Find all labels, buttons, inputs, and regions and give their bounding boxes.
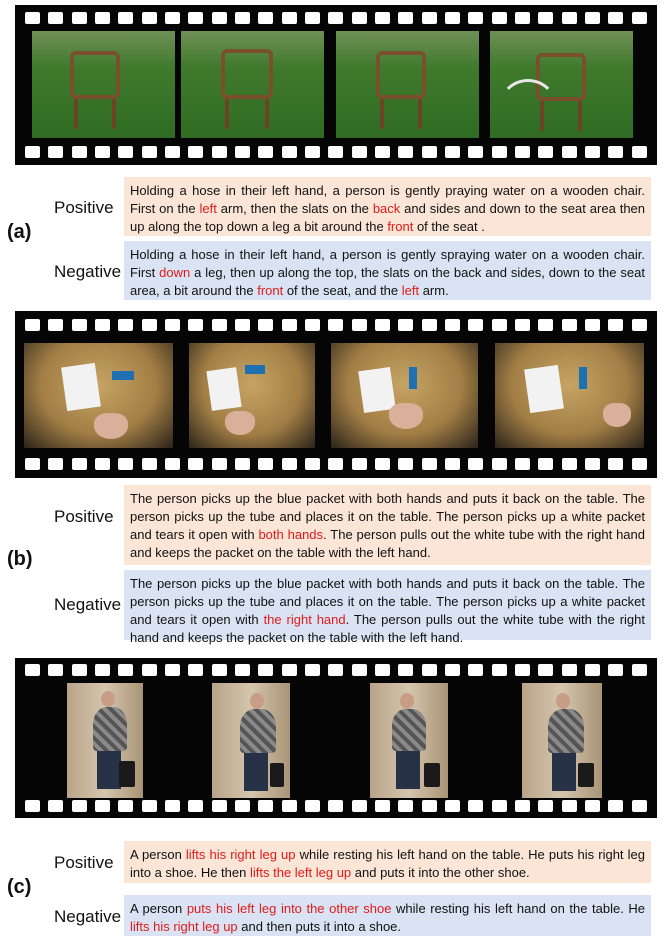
sprocket-hole — [142, 146, 157, 158]
caption-text: of the seat . — [413, 219, 485, 234]
sprocket-hole — [632, 12, 647, 24]
sprocket-hole — [282, 12, 297, 24]
sprocket-hole — [398, 319, 413, 331]
sprocket-hole — [538, 458, 553, 470]
sprocket-hole — [282, 664, 297, 676]
sprocket-hole — [562, 458, 577, 470]
sprocket-hole — [492, 319, 507, 331]
sprocket-hole — [328, 12, 343, 24]
sprocket-hole — [258, 319, 273, 331]
sprocket-hole — [538, 664, 553, 676]
highlighted-phrase: down — [159, 265, 191, 280]
sprocket-hole — [212, 800, 227, 812]
sprocket-hole — [118, 664, 133, 676]
sprocket-hole — [328, 800, 343, 812]
video-frame-c3 — [370, 683, 448, 798]
sprocket-hole — [515, 664, 530, 676]
sprocket-hole — [165, 458, 180, 470]
sprocket-hole — [188, 319, 203, 331]
sprocket-hole — [328, 319, 343, 331]
sprocket-hole — [142, 319, 157, 331]
video-frame-a3 — [336, 31, 479, 138]
sprocket-hole — [328, 664, 343, 676]
sprocket-hole — [142, 664, 157, 676]
sprocket-hole — [632, 800, 647, 812]
sprocket-hole — [422, 664, 437, 676]
sprocket-hole — [585, 12, 600, 24]
sprocket-hole — [165, 12, 180, 24]
sprocket-hole — [398, 664, 413, 676]
sprocket-hole — [95, 800, 110, 812]
sprocket-hole — [165, 146, 180, 158]
sprocket-hole — [515, 319, 530, 331]
sprocket-hole — [632, 664, 647, 676]
sprocket-hole — [608, 319, 623, 331]
sprocket-hole — [375, 12, 390, 24]
sprocket-hole — [48, 664, 63, 676]
sprocket-hole — [212, 664, 227, 676]
video-frame-b1 — [24, 343, 173, 448]
positive-caption-c — [124, 841, 651, 883]
sprocket-hole — [492, 458, 507, 470]
sprocket-hole — [95, 458, 110, 470]
sprocket-hole — [258, 146, 273, 158]
sprocket-hole — [422, 146, 437, 158]
sprocket-hole — [165, 800, 180, 812]
caption-text: Holding a hose in their left hand, a person is gently spraying water on a wooden chair. First — [130, 247, 645, 280]
sprocket-hole — [538, 319, 553, 331]
sprocket-hole — [212, 458, 227, 470]
sprocket-hole — [328, 458, 343, 470]
sprocket-hole — [608, 146, 623, 158]
sprocket-hole — [118, 319, 133, 331]
video-frame-a4 — [490, 31, 633, 138]
sprocket-hole — [515, 12, 530, 24]
sprocket-hole — [118, 458, 133, 470]
sprocket-hole — [25, 664, 40, 676]
sprocket-hole — [25, 12, 40, 24]
sprocket-hole — [188, 12, 203, 24]
sprocket-hole — [188, 664, 203, 676]
sprocket-hole — [515, 146, 530, 158]
sprocket-hole — [282, 146, 297, 158]
sprocket-hole — [468, 319, 483, 331]
sprocket-hole — [48, 458, 63, 470]
sprocket-hole — [515, 800, 530, 812]
highlighted-phrase: left — [401, 283, 420, 298]
highlighted-phrase: lifts his right leg up — [185, 847, 296, 862]
negative-label-c: Negative — [54, 907, 122, 926]
sprocket-hole — [632, 458, 647, 470]
caption-text: The person picks up the blue packet with both hands and puts it back on the table. The person picks up the tube and places it on the table. The person picks up a white packet and tears it open with — [130, 576, 645, 627]
negative-label-b: Negative — [54, 595, 122, 614]
highlighted-phrase: left — [199, 201, 217, 216]
panel-label-c: (c) — [7, 876, 32, 898]
caption-text: . The person pulls out the white tube with the right hand and keeps the packet on the table with the left hand. — [130, 612, 645, 645]
highlighted-phrase: lifts his right leg up — [130, 919, 238, 934]
sprocket-hole — [492, 146, 507, 158]
sprocket-hole — [282, 319, 297, 331]
highlighted-phrase: back — [372, 201, 401, 216]
sprocket-hole — [562, 12, 577, 24]
sprocket-hole — [165, 319, 180, 331]
sprocket-hole — [585, 146, 600, 158]
video-frame-c2 — [212, 683, 290, 798]
sprocket-hole — [468, 800, 483, 812]
sprocket-holes-top — [15, 12, 657, 24]
sprocket-hole — [142, 458, 157, 470]
sprocket-hole — [235, 319, 250, 331]
sprocket-hole — [398, 800, 413, 812]
sprocket-hole — [352, 458, 367, 470]
sprocket-hole — [398, 12, 413, 24]
caption-text: arm. — [419, 283, 449, 298]
sprocket-hole — [422, 800, 437, 812]
caption-text: . The person pulls out the white tube with the right hand and keeps the packet on the table with the left hand. — [130, 527, 645, 560]
sprocket-hole — [258, 458, 273, 470]
filmstrip-a — [15, 5, 657, 165]
sprocket-hole — [48, 800, 63, 812]
sprocket-hole — [25, 458, 40, 470]
sprocket-hole — [608, 664, 623, 676]
caption-text: The person picks up the blue packet with both hands and puts it back on the table. The person picks up the tube and places it on the table. The person picks up a white packet and tears it open with — [130, 491, 645, 542]
sprocket-hole — [562, 319, 577, 331]
video-frame-b3 — [331, 343, 478, 448]
sprocket-hole — [305, 664, 320, 676]
panel-label-a: (a) — [7, 221, 32, 243]
sprocket-hole — [445, 664, 460, 676]
sprocket-holes-bottom — [15, 146, 657, 158]
sprocket-hole — [445, 800, 460, 812]
video-frame-b4 — [495, 343, 644, 448]
sprocket-hole — [72, 664, 87, 676]
sprocket-hole — [492, 12, 507, 24]
panel-label-b: (b) — [7, 548, 33, 570]
caption-text: and puts it into the other shoe. — [351, 865, 530, 880]
sprocket-hole — [632, 146, 647, 158]
positive-caption-a — [124, 177, 651, 236]
sprocket-hole — [468, 12, 483, 24]
video-frame-c1 — [67, 683, 143, 798]
sprocket-hole — [352, 319, 367, 331]
negative-caption-c — [124, 895, 651, 936]
sprocket-hole — [632, 319, 647, 331]
sprocket-hole — [282, 458, 297, 470]
sprocket-hole — [608, 12, 623, 24]
positive-label-b: Positive — [54, 507, 114, 526]
sprocket-hole — [468, 664, 483, 676]
caption-text: a leg, then up along the top, the slats on the back and sides, down to the seat area, a bit around the — [130, 265, 645, 298]
sprocket-hole — [235, 146, 250, 158]
sprocket-hole — [118, 800, 133, 812]
caption-text: arm, then the slats on the — [216, 201, 373, 216]
sprocket-hole — [72, 458, 87, 470]
caption-text: A person — [130, 847, 186, 862]
sprocket-hole — [538, 146, 553, 158]
sprocket-holes-top — [15, 664, 657, 676]
highlighted-phrase: both hands — [258, 527, 324, 542]
sprocket-hole — [515, 458, 530, 470]
sprocket-hole — [95, 146, 110, 158]
sprocket-hole — [375, 458, 390, 470]
caption-text: while resting his left hand on the table. He — [391, 901, 645, 916]
sprocket-hole — [282, 800, 297, 812]
sprocket-hole — [538, 12, 553, 24]
sprocket-hole — [352, 664, 367, 676]
sprocket-hole — [375, 800, 390, 812]
sprocket-holes-bottom — [15, 800, 657, 812]
caption-text: while resting his left hand on the table. He puts his right leg into a shoe. He then — [130, 847, 645, 880]
sprocket-hole — [328, 146, 343, 158]
sprocket-hole — [608, 800, 623, 812]
sprocket-hole — [72, 146, 87, 158]
sprocket-hole — [188, 458, 203, 470]
sprocket-hole — [188, 146, 203, 158]
sprocket-hole — [258, 800, 273, 812]
sprocket-hole — [165, 664, 180, 676]
positive-label-c: Positive — [54, 853, 114, 872]
sprocket-hole — [48, 146, 63, 158]
sprocket-hole — [562, 800, 577, 812]
sprocket-hole — [48, 12, 63, 24]
sprocket-holes-bottom — [15, 458, 657, 470]
video-frame-a1 — [32, 31, 175, 138]
sprocket-hole — [375, 319, 390, 331]
sprocket-hole — [72, 800, 87, 812]
sprocket-hole — [422, 319, 437, 331]
sprocket-hole — [398, 458, 413, 470]
caption-text: and then puts it into a shoe. — [237, 919, 402, 934]
sprocket-hole — [235, 12, 250, 24]
sprocket-hole — [235, 664, 250, 676]
sprocket-hole — [445, 458, 460, 470]
video-frame-c4 — [522, 683, 602, 798]
caption-text: of the seat, and the — [283, 283, 402, 298]
sprocket-hole — [258, 12, 273, 24]
positive-label-a: Positive — [54, 198, 114, 217]
sprocket-hole — [445, 12, 460, 24]
highlighted-phrase: puts his left leg into the other shoe — [186, 901, 392, 916]
sprocket-hole — [118, 12, 133, 24]
sprocket-hole — [352, 146, 367, 158]
sprocket-hole — [445, 319, 460, 331]
sprocket-hole — [468, 146, 483, 158]
sprocket-hole — [48, 319, 63, 331]
sprocket-hole — [305, 12, 320, 24]
sprocket-hole — [608, 458, 623, 470]
sprocket-hole — [398, 146, 413, 158]
sprocket-hole — [258, 664, 273, 676]
sprocket-hole — [585, 458, 600, 470]
sprocket-hole — [352, 800, 367, 812]
sprocket-hole — [585, 664, 600, 676]
sprocket-hole — [212, 319, 227, 331]
highlighted-phrase: front — [387, 219, 414, 234]
sprocket-hole — [492, 664, 507, 676]
sprocket-hole — [72, 12, 87, 24]
highlighted-phrase: front — [257, 283, 284, 298]
sprocket-hole — [585, 800, 600, 812]
sprocket-hole — [445, 146, 460, 158]
sprocket-hole — [212, 12, 227, 24]
sprocket-hole — [142, 12, 157, 24]
sprocket-hole — [25, 146, 40, 158]
sprocket-hole — [142, 800, 157, 812]
sprocket-hole — [562, 664, 577, 676]
sprocket-hole — [305, 319, 320, 331]
sprocket-hole — [305, 800, 320, 812]
caption-text: A person — [130, 901, 187, 916]
sprocket-hole — [235, 800, 250, 812]
sprocket-hole — [72, 319, 87, 331]
sprocket-holes-top — [15, 319, 657, 331]
sprocket-hole — [212, 146, 227, 158]
filmstrip-b — [15, 311, 657, 478]
negative-label-a: Negative — [54, 262, 122, 281]
sprocket-hole — [25, 800, 40, 812]
sprocket-hole — [468, 458, 483, 470]
highlighted-phrase: lifts the left leg up — [249, 865, 352, 880]
sprocket-hole — [118, 146, 133, 158]
sprocket-hole — [538, 800, 553, 812]
video-frame-a2 — [181, 31, 324, 138]
highlighted-phrase: the right hand — [263, 612, 346, 627]
sprocket-hole — [585, 319, 600, 331]
sprocket-hole — [95, 12, 110, 24]
sprocket-hole — [562, 146, 577, 158]
sprocket-hole — [492, 800, 507, 812]
sprocket-hole — [305, 146, 320, 158]
sprocket-hole — [422, 458, 437, 470]
sprocket-hole — [422, 12, 437, 24]
sprocket-hole — [95, 319, 110, 331]
caption-text: and sides and down to the seat area then up along the top down a leg a bit around the — [130, 201, 646, 234]
sprocket-hole — [235, 458, 250, 470]
negative-caption-a — [124, 241, 651, 300]
negative-caption-b — [124, 570, 651, 645]
sprocket-hole — [188, 800, 203, 812]
positive-caption-b — [124, 485, 651, 565]
caption-text: Holding a hose in their left hand, a person is gently praying water on a wooden chair. First on the — [130, 183, 645, 216]
sprocket-hole — [375, 146, 390, 158]
sprocket-hole — [305, 458, 320, 470]
filmstrip-c — [15, 658, 657, 818]
sprocket-hole — [95, 664, 110, 676]
sprocket-hole — [25, 319, 40, 331]
video-frame-b2 — [189, 343, 315, 448]
sprocket-hole — [352, 12, 367, 24]
sprocket-hole — [375, 664, 390, 676]
